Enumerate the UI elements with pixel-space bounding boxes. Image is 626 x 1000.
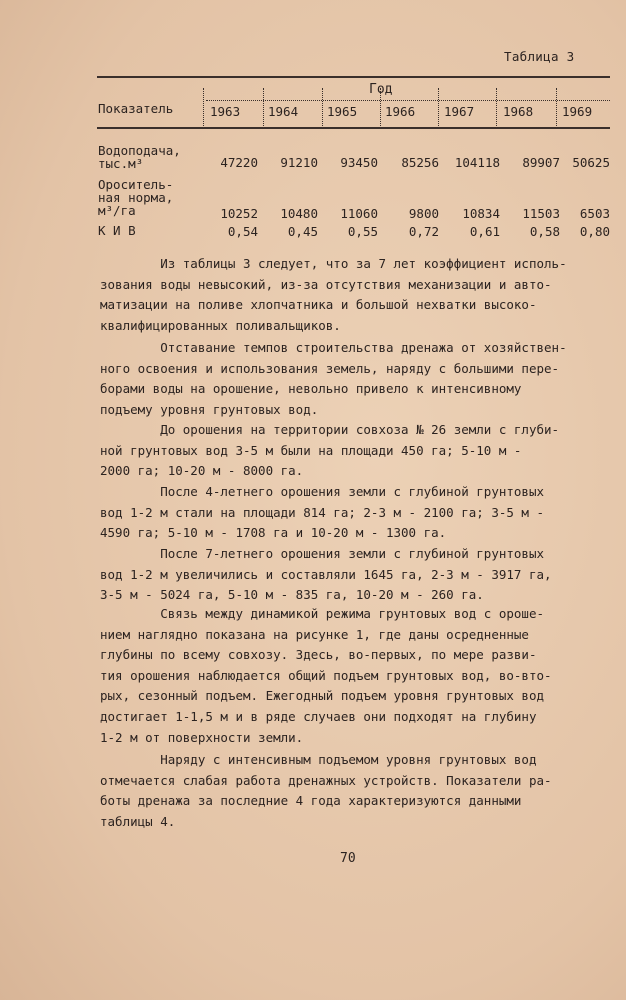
column-separator bbox=[380, 88, 381, 128]
table-cell: 85256 bbox=[401, 155, 439, 170]
column-separator bbox=[203, 88, 204, 128]
year-header: 1963 bbox=[210, 104, 241, 119]
table-caption: Таблица 3 bbox=[504, 49, 575, 64]
table-cell: 89907 bbox=[522, 155, 560, 170]
year-header: 1965 bbox=[327, 104, 358, 119]
table-cell: 47220 bbox=[220, 155, 258, 170]
table-header-rule bbox=[97, 127, 610, 129]
row-label-irrigation-norm: Ороситель- ная норма, м³/га bbox=[98, 177, 174, 218]
table-cell: 91210 bbox=[280, 155, 318, 170]
paragraph: До орошения на территории совхоза № 26 земли с глуби- ной грунтовых вод 3-5 м были на площади 450 га; 5-10 м - 2000 га; 10-20 м - 8000 га. bbox=[100, 422, 560, 479]
table-cell: 0,55 bbox=[347, 224, 378, 239]
paragraph: Отставание темпов строительства дренажа от хозяйствен- ного освоения и использования земель, наряду с большими пере- борами воды на орошение, невольно привело к интенсивному подъему уровня грунтовых вод. bbox=[100, 340, 567, 417]
table-cell: 11060 bbox=[340, 206, 378, 221]
paragraph: Из таблицы 3 следует, что за 7 лет коэффициент исполь- зования воды невысокий, из-за отсутствия механизации и авто- матизации на поливе хлопчатника и большой нехватки высоко- квалифицированных поливальщиков. bbox=[100, 256, 567, 333]
year-group-rule bbox=[206, 100, 610, 102]
column-separator bbox=[438, 88, 439, 128]
year-header: 1964 bbox=[268, 104, 299, 119]
table-cell: 10252 bbox=[220, 206, 258, 221]
table-cell: 0,72 bbox=[408, 224, 439, 239]
table-cell: 0,61 bbox=[469, 224, 500, 239]
year-group-label: Год bbox=[369, 82, 393, 97]
row-label-kiv: К И В bbox=[98, 223, 136, 238]
table-cell: 0,45 bbox=[287, 224, 318, 239]
page-number: 70 bbox=[340, 851, 356, 866]
year-header: 1968 bbox=[503, 104, 534, 119]
paragraph: После 7-летнего орошения земли с глубиной грунтовых вод 1-2 м увеличились и составляли 1645 га, 2-3 м - 3917 га, 3-5 м - 5024 га, 5-10 м - 835 га, 10-20 м - 260 га. bbox=[100, 546, 552, 603]
table-top-rule bbox=[97, 76, 610, 78]
year-header: 1967 bbox=[444, 104, 475, 119]
table-cell: 11503 bbox=[522, 206, 560, 221]
table-cell: 104118 bbox=[454, 155, 500, 170]
column-separator bbox=[263, 88, 264, 128]
paragraph: Связь между динамикой режима грунтовых вод с ороше- нием наглядно показана на рисунке 1, где даны осредненные глубины по всему совхозу. Здесь, во-первых, по мере разви- тия орошения наблюдается общий подъем грунтовых вод, во-вто- рых, сезонный подъем. Ежегодный подъем уровня грунтовых вод достигает 1-1,5 м и в ряде случаев они подходят на глубину 1-2 м от поверхности земли. bbox=[100, 606, 552, 745]
table-cell: 0,58 bbox=[529, 224, 560, 239]
table-cell: 9800 bbox=[408, 206, 439, 221]
row-label-water-supply: Водоподача, тыс.м³ bbox=[98, 143, 181, 171]
column-separator bbox=[322, 88, 323, 128]
table-cell: 10834 bbox=[462, 206, 500, 221]
table-cell: 50625 bbox=[572, 155, 610, 170]
table-cell: 0,54 bbox=[227, 224, 258, 239]
table-cell: 10480 bbox=[280, 206, 318, 221]
paragraph: После 4-летнего орошения земли с глубиной грунтовых вод 1-2 м стали на площади 814 га; 2-3 м - 2100 га; 3-5 м - 4590 га; 5-10 м - 1708 га и 10-20 м - 1300 га. bbox=[100, 484, 545, 541]
table-cell: 0,80 bbox=[579, 224, 610, 239]
year-header: 1969 bbox=[562, 104, 593, 119]
column-separator bbox=[496, 88, 497, 128]
paragraph: Наряду с интенсивным подъемом уровня грунтовых вод отмечается слабая работа дренажных устройств. Показатели ра- боты дренажа за последние 4 года характеризуются данными таблицы 4. bbox=[100, 752, 552, 829]
table-header-label: Показатель bbox=[98, 101, 174, 116]
column-separator bbox=[556, 88, 557, 128]
year-header: 1966 bbox=[385, 104, 416, 119]
table-cell: 93450 bbox=[340, 155, 378, 170]
table-cell: 6503 bbox=[579, 206, 610, 221]
